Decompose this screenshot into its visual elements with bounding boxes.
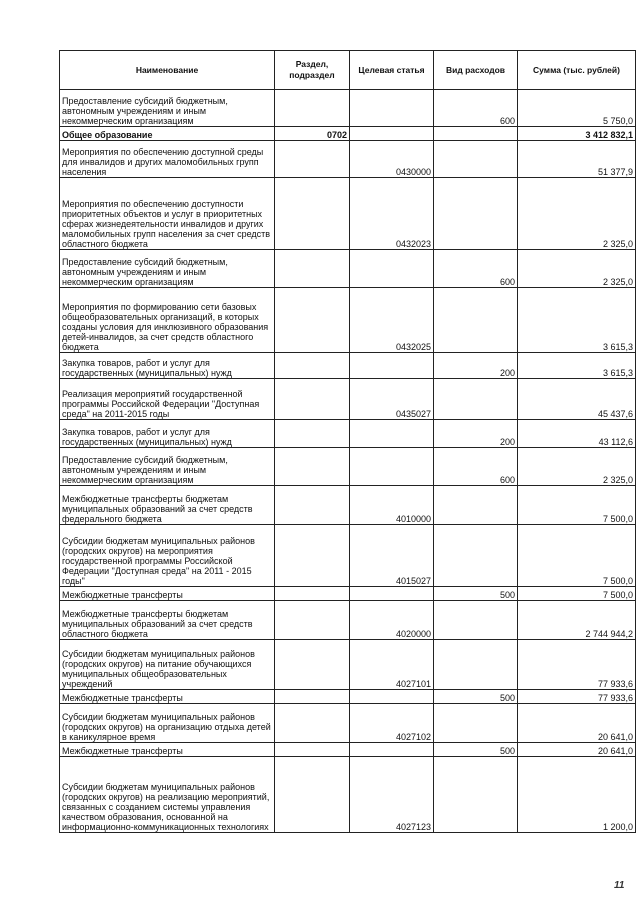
row-type: 600: [434, 448, 518, 486]
row-name: Закупка товаров, работ и услуг для государственных (муниципальных) нужд: [60, 420, 275, 448]
header-target: Целевая статья: [350, 51, 434, 90]
row-name: Субсидии бюджетам муниципальных районов (городских округов) на мероприятия государственной программы Российской Федерации "Доступная среда" на 2011 - 2015 годы": [60, 525, 275, 587]
table-row: [60, 178, 636, 250]
row-type: 600: [434, 250, 518, 288]
row-type: [434, 525, 518, 587]
budget-table: [59, 50, 636, 833]
row-name: Общее образование: [60, 127, 275, 141]
table-row: [60, 486, 636, 525]
table-row: [60, 353, 636, 379]
row-section: [275, 178, 350, 250]
row-name: Мероприятия по формированию сети базовых общеобразовательных организаций, в которых созданы условия для инклюзивного образования детей-инвалидов, за счет средств областного бюджета: [60, 288, 275, 353]
row-name: Субсидии бюджетам муниципальных районов (городских округов) на реализацию мероприятий, связанных с созданием системы управления качеством образования, основанной на информационно-коммуникационных технологиях: [60, 757, 275, 833]
table-row: [60, 127, 636, 141]
row-target: 4020000: [350, 601, 434, 640]
row-target: [350, 587, 434, 601]
row-section: [275, 288, 350, 353]
row-sum: 5 750,0: [518, 90, 636, 127]
row-name: Мероприятия по обеспечению доступности приоритетных объектов и услуг в приоритетных сферах жизнедеятельности инвалидов и других маломобильных групп населения за счет средств областного бюджета: [60, 178, 275, 250]
row-target: 0430000: [350, 141, 434, 178]
table-row: [60, 640, 636, 690]
table-row: [60, 525, 636, 587]
row-sum: 3 615,3: [518, 353, 636, 379]
row-target: [350, 448, 434, 486]
table-row: [60, 420, 636, 448]
table-body: [60, 90, 636, 833]
row-type: 500: [434, 587, 518, 601]
row-section: [275, 757, 350, 833]
row-section: [275, 250, 350, 288]
row-name: Предоставление субсидий бюджетным, автономным учреждениям и иным некоммерческим организациям: [60, 90, 275, 127]
table-row: [60, 379, 636, 420]
row-target: 0432025: [350, 288, 434, 353]
row-sum: 1 200,0: [518, 757, 636, 833]
table-row: [60, 288, 636, 353]
row-sum: 45 437,6: [518, 379, 636, 420]
row-sum: 7 500,0: [518, 587, 636, 601]
row-sum: 2 325,0: [518, 250, 636, 288]
row-name: Межбюджетные трансферты: [60, 587, 275, 601]
row-section: [275, 420, 350, 448]
row-section: [275, 379, 350, 420]
row-type: 500: [434, 743, 518, 757]
row-target: [350, 690, 434, 704]
row-target: 4027101: [350, 640, 434, 690]
row-type: [434, 640, 518, 690]
row-section: [275, 640, 350, 690]
header-name: Наименование: [60, 51, 275, 90]
table-row: [60, 141, 636, 178]
row-sum: 3 412 832,1: [518, 127, 636, 141]
header-type: Вид расходов: [434, 51, 518, 90]
row-type: [434, 141, 518, 178]
row-sum: 3 615,3: [518, 288, 636, 353]
row-name: Предоставление субсидий бюджетным, автономным учреждениям и иным некоммерческим организациям: [60, 448, 275, 486]
row-sum: 2 325,0: [518, 448, 636, 486]
row-sum: 77 933,6: [518, 640, 636, 690]
row-target: [350, 127, 434, 141]
table-row: [60, 690, 636, 704]
row-target: [350, 353, 434, 379]
row-section: [275, 353, 350, 379]
table-row: [60, 90, 636, 127]
row-name: Межбюджетные трансферты: [60, 690, 275, 704]
row-sum: 20 641,0: [518, 743, 636, 757]
row-type: [434, 379, 518, 420]
table-row: [60, 448, 636, 486]
row-name: Межбюджетные трансферты: [60, 743, 275, 757]
row-target: [350, 250, 434, 288]
row-target: [350, 743, 434, 757]
row-type: [434, 704, 518, 743]
row-section: [275, 704, 350, 743]
row-section: [275, 90, 350, 127]
row-type: [434, 178, 518, 250]
row-name: Межбюджетные трансферты бюджетам муниципальных образований за счет средств областного бюджета: [60, 601, 275, 640]
table-row: [60, 601, 636, 640]
row-sum: 20 641,0: [518, 704, 636, 743]
row-name: Мероприятия по обеспечению доступной среды для инвалидов и других маломобильных групп населения: [60, 141, 275, 178]
row-section: [275, 448, 350, 486]
row-type: [434, 288, 518, 353]
row-type: 500: [434, 690, 518, 704]
row-sum: 2 744 944,2: [518, 601, 636, 640]
row-type: [434, 757, 518, 833]
row-type: 200: [434, 353, 518, 379]
row-target: [350, 420, 434, 448]
row-type: 600: [434, 90, 518, 127]
table-row: [60, 250, 636, 288]
row-sum: 7 500,0: [518, 486, 636, 525]
table-header-row: [60, 51, 636, 90]
row-target: 4015027: [350, 525, 434, 587]
header-section: Раздел, подраздел: [275, 51, 350, 90]
row-type: [434, 601, 518, 640]
table-row: [60, 704, 636, 743]
budget-table-container: [59, 50, 635, 833]
row-section: [275, 690, 350, 704]
row-name: Реализация мероприятий государственной программы Российской Федерации "Доступная среда" на 2011-2015 годы: [60, 379, 275, 420]
row-sum: 7 500,0: [518, 525, 636, 587]
row-sum: 43 112,6: [518, 420, 636, 448]
row-name: Субсидии бюджетам муниципальных районов (городских округов) на питание обучающихся муниципальных общеобразовательных учреждений: [60, 640, 275, 690]
row-type: [434, 127, 518, 141]
page-number: 11: [614, 880, 625, 891]
header-sum: Сумма (тыс. рублей): [518, 51, 636, 90]
table-row: [60, 587, 636, 601]
row-section: [275, 141, 350, 178]
row-target: 0432023: [350, 178, 434, 250]
row-section: 0702: [275, 127, 350, 141]
row-section: [275, 743, 350, 757]
row-section: [275, 486, 350, 525]
row-section: [275, 587, 350, 601]
row-target: 0435027: [350, 379, 434, 420]
row-name: Предоставление субсидий бюджетным, автономным учреждениям и иным некоммерческим организациям: [60, 250, 275, 288]
row-name: Закупка товаров, работ и услуг для государственных (муниципальных) нужд: [60, 353, 275, 379]
row-sum: 77 933,6: [518, 690, 636, 704]
row-type: 200: [434, 420, 518, 448]
row-section: [275, 601, 350, 640]
row-target: 4010000: [350, 486, 434, 525]
row-sum: 2 325,0: [518, 178, 636, 250]
row-target: 4027123: [350, 757, 434, 833]
row-target: [350, 90, 434, 127]
row-name: Межбюджетные трансферты бюджетам муниципальных образований за счет средств федерального бюджета: [60, 486, 275, 525]
row-type: [434, 486, 518, 525]
table-row: [60, 743, 636, 757]
row-target: 4027102: [350, 704, 434, 743]
row-sum: 51 377,9: [518, 141, 636, 178]
row-section: [275, 525, 350, 587]
row-name: Субсидии бюджетам муниципальных районов (городских округов) на организацию отдыха детей в каникулярное время: [60, 704, 275, 743]
table-row: [60, 757, 636, 833]
